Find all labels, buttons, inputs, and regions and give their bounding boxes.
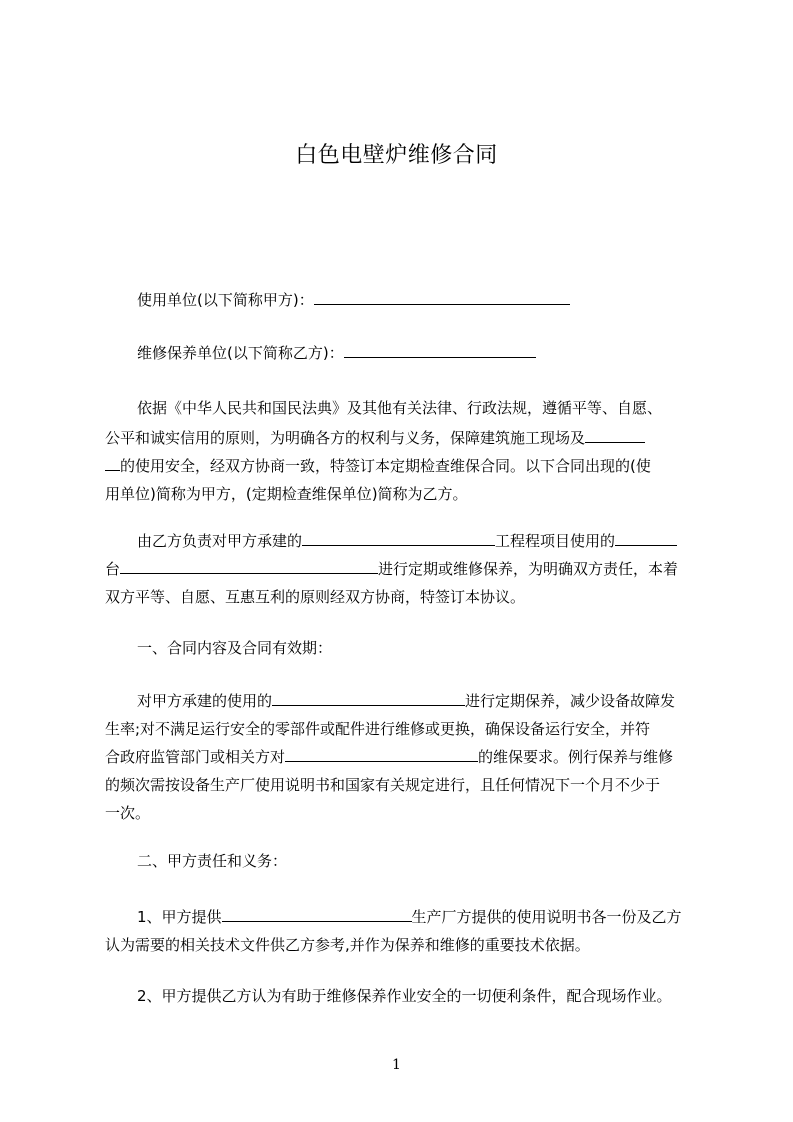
party-b-blank [344, 343, 536, 358]
section-1-heading: 一、合同内容及合同有效期： [137, 639, 333, 657]
intro-line-3-text: 的使用安全，经双方协商一致，特签订本定期检查维保合同。以下合同出现的(使 [120, 457, 651, 475]
scope-line-2 [105, 559, 678, 579]
section-2-item-1-text-a: 1、甲方提供 [137, 908, 222, 926]
scope-line-2-text-a: 台 [105, 560, 121, 578]
section-2-item-2: 2、甲方提供乙方认为有助于维修保养作业安全的一切便利条件，配合现场作业。 [137, 987, 672, 1005]
intro-line-4: 用单位)简称为甲方，(定期检查维保单位)简称为乙方。 [105, 485, 468, 503]
section-1-line-2: 生率;对不满足运行安全的零部件或配件进行维修或更换，确保设备运行安全，并符 [105, 720, 651, 738]
scope-line-2-text-b: 进行定期或维修保养，为明确双方责任，本着 [378, 560, 679, 578]
requirement-blank [285, 747, 478, 762]
intro-line-1: 依据《中华人民共和国民法典》及其他有关法律、行政法规，遵循平等、自愿、 [137, 399, 663, 417]
section-2-heading: 二、甲方责任和义务： [137, 852, 288, 870]
intro-line-2-text: 公平和诚实信用的原则，为明确各方的权利与义务，保障建筑施工现场及 [105, 429, 586, 447]
section-2-item-1-text-b: 生产厂方提供的使用说明书各一份及乙方 [411, 908, 682, 926]
section-1-line-3-text-b: 的维保要求。例行保养与维修 [478, 748, 674, 766]
equipment-blank [120, 559, 378, 574]
intro-line-2 [105, 428, 645, 448]
document-title: 白色电壁炉维修合同 [295, 143, 498, 168]
scope-line-1 [137, 531, 677, 551]
party-b-line [137, 343, 536, 363]
site-blank-part-2 [105, 456, 120, 471]
section-1-line-5: 一次。 [105, 804, 151, 822]
scope-line-1-text-a: 由乙方负责对甲方承建的 [137, 532, 303, 550]
manufacturer-blank [222, 907, 412, 922]
party-a-line [137, 290, 570, 310]
party-a-label: 使用单位(以下简称甲方)： [137, 291, 314, 309]
quantity-blank [615, 531, 677, 546]
maintenance-object-blank [272, 691, 465, 706]
section-1-line-3-text-a: 合政府监管部门或相关方对 [105, 748, 286, 766]
section-1-line-1-text-b: 进行定期保养，减少设备故障发 [465, 692, 676, 710]
project-blank [302, 531, 495, 546]
site-blank-part-1 [585, 428, 645, 443]
page-number: 1 [392, 1057, 401, 1073]
section-1-line-4: 的频次需按设备生产厂使用说明书和国家有关规定进行，且任何情况下一个月不少于 [105, 776, 661, 794]
scope-line-1-text-b: 工程程项目使用的 [495, 532, 616, 550]
scope-line-3: 双方平等、自愿、互惠互利的原则经双方协商，特签订本协议。 [105, 588, 526, 606]
section-1-line-1-text-a: 对甲方承建的使用的 [137, 692, 273, 710]
section-2-item-1-line-2: 认为需要的相关技术文件供乙方参考,并作为保养和维修的重要技术依据。 [105, 936, 590, 954]
intro-line-3 [105, 456, 651, 476]
section-1-line-3 [105, 747, 673, 767]
section-2-item-1-line-1 [137, 907, 682, 927]
section-1-line-1 [137, 691, 675, 711]
party-a-blank [314, 290, 570, 305]
party-b-label: 维修保养单位(以下简称乙方)： [137, 344, 344, 362]
